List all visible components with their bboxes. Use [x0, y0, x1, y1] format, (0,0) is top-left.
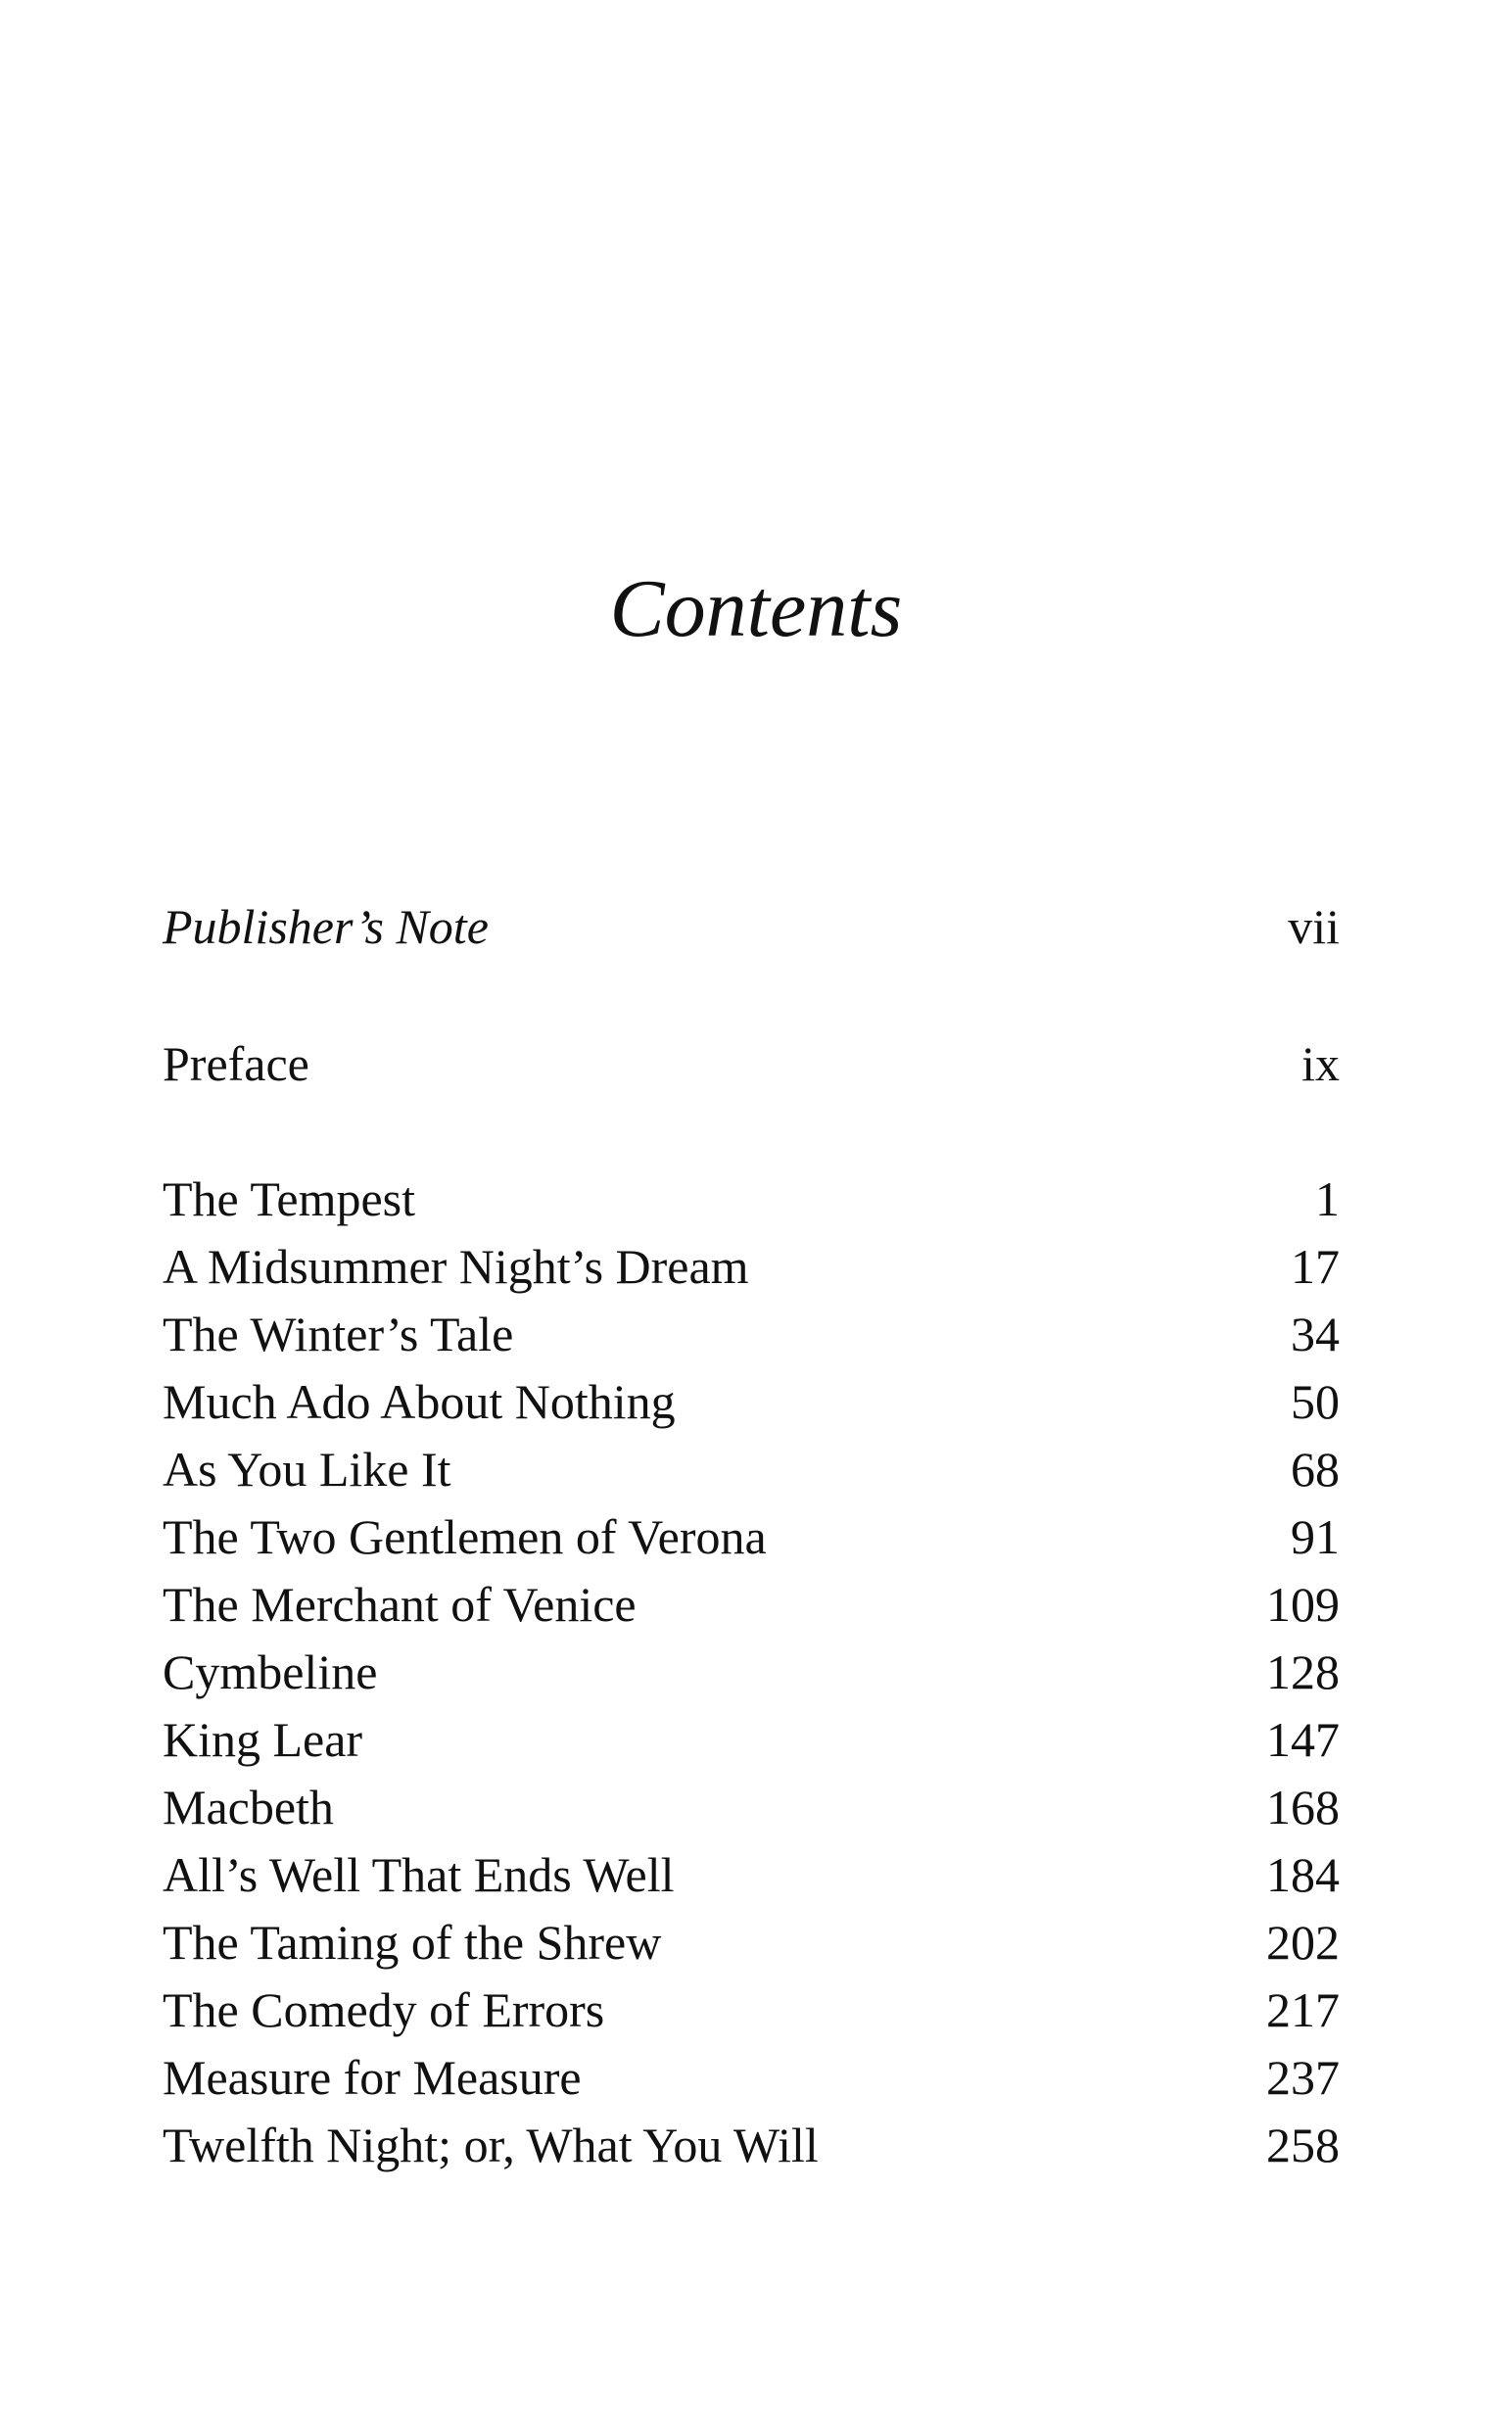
toc-entry[interactable]: [163, 2112, 1340, 2179]
toc-entry[interactable]: [163, 1706, 1340, 1774]
toc-entry-page: 168: [1266, 1780, 1340, 1834]
toc-entry[interactable]: [163, 1503, 1340, 1571]
toc-entry-page: 34: [1291, 1307, 1340, 1361]
toc-entry-page: 50: [1291, 1374, 1340, 1429]
page-title: Contents: [609, 563, 903, 654]
toc-entry[interactable]: [163, 1166, 1340, 1233]
toc-entry-preface[interactable]: [163, 1030, 1340, 1098]
toc-entry-title: The Winter’s Tale: [163, 1307, 514, 1361]
toc-entry-title: Macbeth: [163, 1780, 334, 1834]
toc-entry-page: 68: [1291, 1442, 1340, 1497]
toc-entry[interactable]: [163, 1301, 1340, 1368]
toc-entry-title: Publisher’s Note: [163, 899, 489, 954]
toc-entry-title: Much Ado About Nothing: [163, 1374, 676, 1429]
toc-entry-page: 237: [1266, 2050, 1340, 2105]
toc-entry[interactable]: [163, 1571, 1340, 1639]
toc-entry-page: 128: [1266, 1644, 1340, 1699]
toc-entry-page: 217: [1266, 1982, 1340, 2037]
toc-entry-page: vii: [1288, 899, 1340, 954]
toc-entry-publishers-note[interactable]: [163, 893, 1340, 961]
toc-entry-title: As You Like It: [163, 1442, 451, 1497]
toc-entry-page: 91: [1291, 1509, 1340, 1564]
toc-entry[interactable]: [163, 1774, 1340, 1841]
toc-entry[interactable]: [163, 1368, 1340, 1436]
toc-entry[interactable]: [163, 1841, 1340, 1909]
toc-entry-page: 258: [1266, 2118, 1340, 2172]
toc-entry-page: 202: [1266, 1915, 1340, 1970]
toc-entry-title: The Two Gentlemen of Verona: [163, 1509, 767, 1564]
toc-entry-title: The Comedy of Errors: [163, 1982, 605, 2037]
toc-entry-title: The Tempest: [163, 1171, 416, 1226]
toc-entry-page: 147: [1266, 1712, 1340, 1767]
toc-entry-page: 109: [1266, 1577, 1340, 1632]
toc-entry-page: ix: [1301, 1036, 1340, 1091]
toc-entry-title: The Merchant of Venice: [163, 1577, 637, 1632]
toc-entry-page: 17: [1291, 1239, 1340, 1294]
toc-entry-page: 184: [1266, 1847, 1340, 1902]
toc-entry-title: Twelfth Night; or, What You Will: [163, 2118, 819, 2172]
toc-entry-title: The Taming of the Shrew: [163, 1915, 662, 1970]
toc-entry[interactable]: [163, 1436, 1340, 1503]
toc-entry-title: Preface: [163, 1036, 309, 1091]
toc-entry[interactable]: [163, 1233, 1340, 1301]
toc-entry[interactable]: [163, 1909, 1340, 1977]
toc-entry-title: All’s Well That Ends Well: [163, 1847, 675, 1902]
toc-play-list: [0, 1166, 1512, 2179]
toc-entry[interactable]: [163, 1639, 1340, 1706]
toc-entry-title: Cymbeline: [163, 1644, 378, 1699]
toc-entry-title: King Lear: [163, 1712, 363, 1767]
toc-entry[interactable]: [163, 1977, 1340, 2044]
toc-entry-title: Measure for Measure: [163, 2050, 582, 2105]
toc-entry-title: A Midsummer Night’s Dream: [163, 1239, 749, 1294]
toc-entry-page: 1: [1315, 1171, 1340, 1226]
toc-entry[interactable]: [163, 2044, 1340, 2112]
